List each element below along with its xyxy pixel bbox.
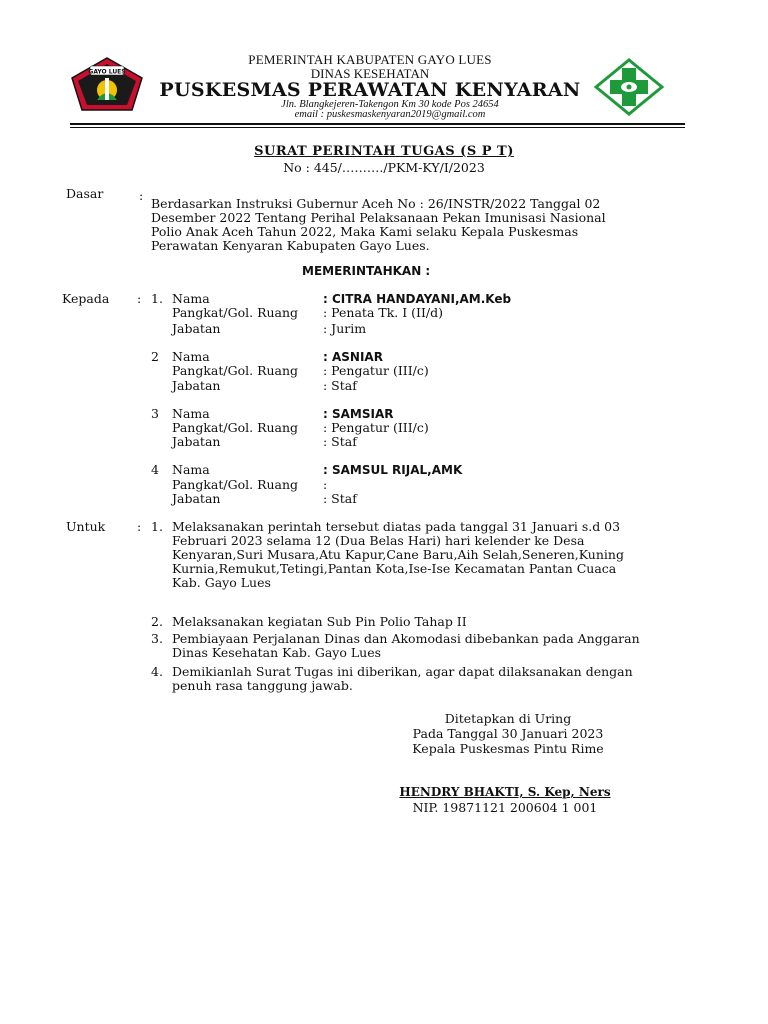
person-number: 4 bbox=[151, 462, 159, 477]
untuk-item-number: 3. bbox=[151, 631, 163, 646]
untuk-item-number: 1. bbox=[151, 519, 163, 534]
nama-label: Nama bbox=[172, 462, 210, 477]
signatory-nip: NIP. 19871121 200604 1 001 bbox=[412, 800, 598, 815]
jabatan-label: Jabatan bbox=[172, 321, 221, 336]
untuk-item-number: 4. bbox=[151, 664, 163, 679]
person-number: 1. bbox=[151, 291, 163, 306]
dasar-line-3: Polio Anak Aceh Tahun 2022, Maka Kami selaku Kepala Puskesmas bbox=[151, 224, 579, 239]
person-name: : ASNIAR bbox=[323, 350, 383, 364]
dasar-line-1: Berdasarkan Instruksi Gubernur Aceh No : 26/INSTR/2022 Tanggal 02 bbox=[151, 196, 601, 211]
untuk-colon: : bbox=[137, 519, 142, 534]
person-number: 3 bbox=[151, 406, 159, 421]
memerintahkan-heading: MEMERINTAHKAN : bbox=[302, 264, 431, 278]
person-position: : Staf bbox=[323, 491, 357, 506]
untuk-item-line: Dinas Kesehatan Kab. Gayo Lues bbox=[172, 645, 382, 660]
untuk-item-line: Kenyaran,Suri Musara,Atu Kapur,Cane Baru,Aih Selah,Seneren,Kuning bbox=[172, 547, 624, 562]
nama-label: Nama bbox=[172, 349, 210, 364]
untuk-item-line: Pembiayaan Perjalanan Dinas dan Akomodasi dibebankan pada Anggaran bbox=[172, 631, 640, 646]
dasar-label: Dasar bbox=[66, 186, 104, 201]
untuk-item-line: Demikianlah Surat Tugas ini diberikan, agar dapat dilaksanakan dengan bbox=[172, 664, 633, 679]
person-rank: : Penata Tk. I (II/d) bbox=[323, 305, 443, 320]
document-title: SURAT PERINTAH TUGAS (S P T) bbox=[254, 144, 514, 159]
untuk-item-number: 2. bbox=[151, 614, 163, 629]
untuk-item-line: penuh rasa tanggung jawab. bbox=[172, 678, 353, 693]
email-line: email : puskesmaskenyaran2019@gmail.com bbox=[294, 109, 486, 120]
signature-position: Kepala Puskesmas Pintu Rime bbox=[412, 741, 604, 756]
nama-label: Nama bbox=[172, 291, 210, 306]
person-position: : Staf bbox=[323, 434, 357, 449]
untuk-item-line: Melaksanakan kegiatan Sub Pin Polio Tahap II bbox=[172, 614, 467, 629]
pangkat-label: Pangkat/Gol. Ruang bbox=[172, 420, 299, 435]
person-rank: : Pengatur (III/c) bbox=[323, 420, 429, 435]
organization-name: PUSKESMAS PERAWATAN KENYARAN bbox=[159, 79, 581, 101]
government-line: PEMERINTAH KABUPATEN GAYO LUES bbox=[248, 52, 492, 67]
dasar-line-4: Perawatan Kenyaran Kabupaten Gayo Lues. bbox=[151, 238, 430, 253]
kepada-colon: : bbox=[137, 291, 142, 306]
person-name: : SAMSUL RIJAL,AMK bbox=[323, 463, 463, 477]
dasar-colon: : bbox=[139, 188, 144, 203]
untuk-item-line: Kab. Gayo Lues bbox=[172, 575, 271, 590]
jabatan-label: Jabatan bbox=[172, 491, 221, 506]
pangkat-label: Pangkat/Gol. Ruang bbox=[172, 477, 299, 492]
emblem-text: GAYO LUES bbox=[88, 68, 126, 76]
letterhead-rule-thick bbox=[70, 123, 685, 125]
puskesmas-logo bbox=[594, 58, 664, 116]
signatory-name: HENDRY BHAKTI, S. Kep, Ners bbox=[399, 785, 611, 799]
kepada-label: Kepada bbox=[62, 291, 110, 306]
person-rank: : Pengatur (III/c) bbox=[323, 363, 429, 378]
person-number: 2 bbox=[151, 349, 159, 364]
nama-label: Nama bbox=[172, 406, 210, 421]
letterhead-rule-thin bbox=[70, 127, 685, 128]
pangkat-label: Pangkat/Gol. Ruang bbox=[172, 305, 299, 320]
address-line: Jln. Blangkejeren-Takengon Km 30 kode Pos 24654 bbox=[281, 99, 499, 110]
untuk-item-line: Februari 2023 selama 12 (Dua Belas Hari) hari kelender ke Desa bbox=[172, 533, 585, 548]
pangkat-label: Pangkat/Gol. Ruang bbox=[172, 363, 299, 378]
dasar-line-2: Desember 2022 Tentang Perihal Pelaksanaan Pekan Imunisasi Nasional bbox=[151, 210, 606, 225]
person-position: : Staf bbox=[323, 378, 357, 393]
person-rank: : bbox=[323, 477, 328, 492]
signature-date: Pada Tanggal 30 Januari 2023 bbox=[412, 726, 604, 741]
person-name: : SAMSIAR bbox=[323, 407, 394, 421]
document-number: No : 445/………./PKM-KY/I/2023 bbox=[283, 160, 485, 175]
person-name: : CITRA HANDAYANI,AM.Keb bbox=[323, 292, 512, 306]
untuk-item-line: Melaksanakan perintah tersebut diatas pada tanggal 31 Januari s.d 03 bbox=[172, 519, 621, 534]
signature-place: Ditetapkan di Uring bbox=[444, 711, 572, 726]
department-line: DINAS KESEHATAN bbox=[310, 66, 430, 81]
untuk-item-line: Kurnia,Remukut,Tetingi,Pantan Kota,Ise-Ise Kecamatan Pantan Cuaca bbox=[172, 561, 617, 576]
untuk-label: Untuk bbox=[66, 519, 106, 534]
jabatan-label: Jabatan bbox=[172, 434, 221, 449]
jabatan-label: Jabatan bbox=[172, 378, 221, 393]
person-position: : Jurim bbox=[323, 321, 367, 336]
